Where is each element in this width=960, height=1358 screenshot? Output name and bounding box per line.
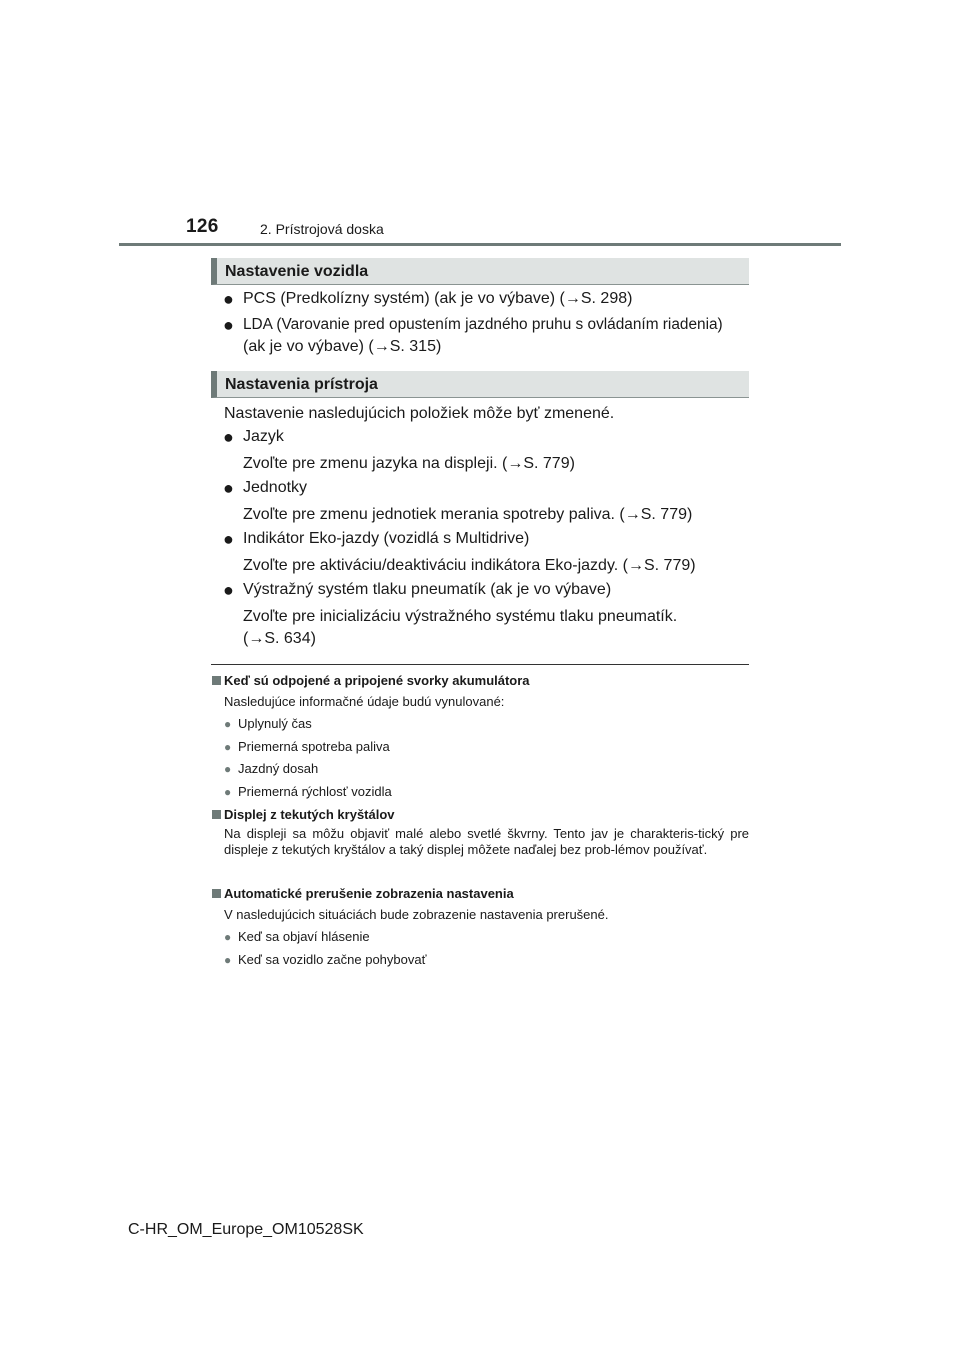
item-units-desc: Zvoľte pre zmenu jednotiek merania spotreby paliva. (→S. 779) bbox=[243, 506, 693, 523]
section-intro: Nastavenie nasledujúcich položiek môže byť zmenené. bbox=[224, 405, 615, 422]
list-item: Keď sa objaví hlásenie bbox=[238, 929, 370, 944]
bullet-icon: ● bbox=[223, 580, 234, 600]
list-item: Priemerná spotreba paliva bbox=[238, 739, 390, 754]
section-heading-meter-settings: Nastavenia prístroja bbox=[211, 371, 749, 398]
bullet-icon: ● bbox=[224, 785, 232, 799]
note-text-lcd: Na displeji sa môžu objaviť malé alebo svetlé škvrny. Tento jav je charakteris-tický pre displeje z tekutých kryštálov a taký displej môžete naďalej bez prob-lémov používať. bbox=[224, 826, 749, 857]
list-item: Keď sa vozidlo začne pohybovať bbox=[238, 952, 427, 967]
bullet-icon: ● bbox=[224, 762, 232, 776]
page-number: 126 bbox=[186, 216, 219, 237]
bullet-icon: ● bbox=[223, 478, 234, 498]
note-title-battery: Keď sú odpojené a pripojené svorky akumulátora bbox=[224, 673, 530, 688]
square-bullet-icon bbox=[212, 810, 221, 819]
bullet-icon: ● bbox=[223, 315, 234, 335]
bullet-icon: ● bbox=[223, 289, 234, 309]
note-text-auto-cancel: V nasledujúcich situáciách bude zobrazenie nastavenia prerušené. bbox=[224, 907, 609, 922]
list-item: Priemerná rýchlosť vozidla bbox=[238, 784, 392, 799]
square-bullet-icon bbox=[212, 676, 221, 685]
bullet-icon: ● bbox=[223, 529, 234, 549]
notes-divider bbox=[211, 664, 749, 665]
note-title-auto-cancel: Automatické prerušenie zobrazenia nastavenia bbox=[224, 886, 514, 901]
item-lda-cont: (ak je vo výbave) (→S. 315) bbox=[243, 338, 442, 355]
bullet-icon: ● bbox=[223, 427, 234, 447]
bullet-icon: ● bbox=[224, 953, 232, 967]
item-tpws-desc: Zvoľte pre inicializáciu výstražného systému tlaku pneumatík. bbox=[243, 608, 678, 625]
note-title-lcd: Displej z tekutých kryštálov bbox=[224, 807, 395, 822]
item-language: Jazyk bbox=[243, 428, 284, 445]
item-pcs: PCS (Predkolízny systém) (ak je vo výbave) (→S. 298) bbox=[243, 290, 633, 307]
list-item: Jazdný dosah bbox=[238, 761, 319, 776]
item-language-desc: Zvoľte pre zmenu jazyka na displeji. (→S. 779) bbox=[243, 455, 575, 472]
item-tpws-ref: (→S. 634) bbox=[243, 630, 316, 647]
header-rule bbox=[119, 243, 841, 246]
item-lda: LDA (Varovanie pred opustením jazdného pruhu s ovládaním riadenia) bbox=[243, 316, 723, 333]
note-text-battery: Nasledujúce informačné údaje budú vynulované: bbox=[224, 694, 505, 709]
section-heading-vehicle-settings: Nastavenie vozidla bbox=[211, 258, 749, 285]
footer-doc-id: C-HR_OM_Europe_OM10528SK bbox=[128, 1221, 364, 1238]
item-tpws: Výstražný systém tlaku pneumatík (ak je vo výbave) bbox=[243, 581, 612, 598]
item-units: Jednotky bbox=[243, 479, 308, 496]
item-eco: Indikátor Eko-jazdy (vozidlá s Multidrive) bbox=[243, 530, 530, 547]
square-bullet-icon bbox=[212, 889, 221, 898]
chapter-title: 2. Prístrojová doska bbox=[260, 221, 384, 237]
bullet-icon: ● bbox=[224, 717, 232, 731]
bullet-icon: ● bbox=[224, 740, 232, 754]
list-item: Uplynulý čas bbox=[238, 716, 312, 731]
item-eco-desc: Zvoľte pre aktiváciu/deaktiváciu indikátora Eko-jazdy. (→S. 779) bbox=[243, 557, 696, 574]
bullet-icon: ● bbox=[224, 930, 232, 944]
